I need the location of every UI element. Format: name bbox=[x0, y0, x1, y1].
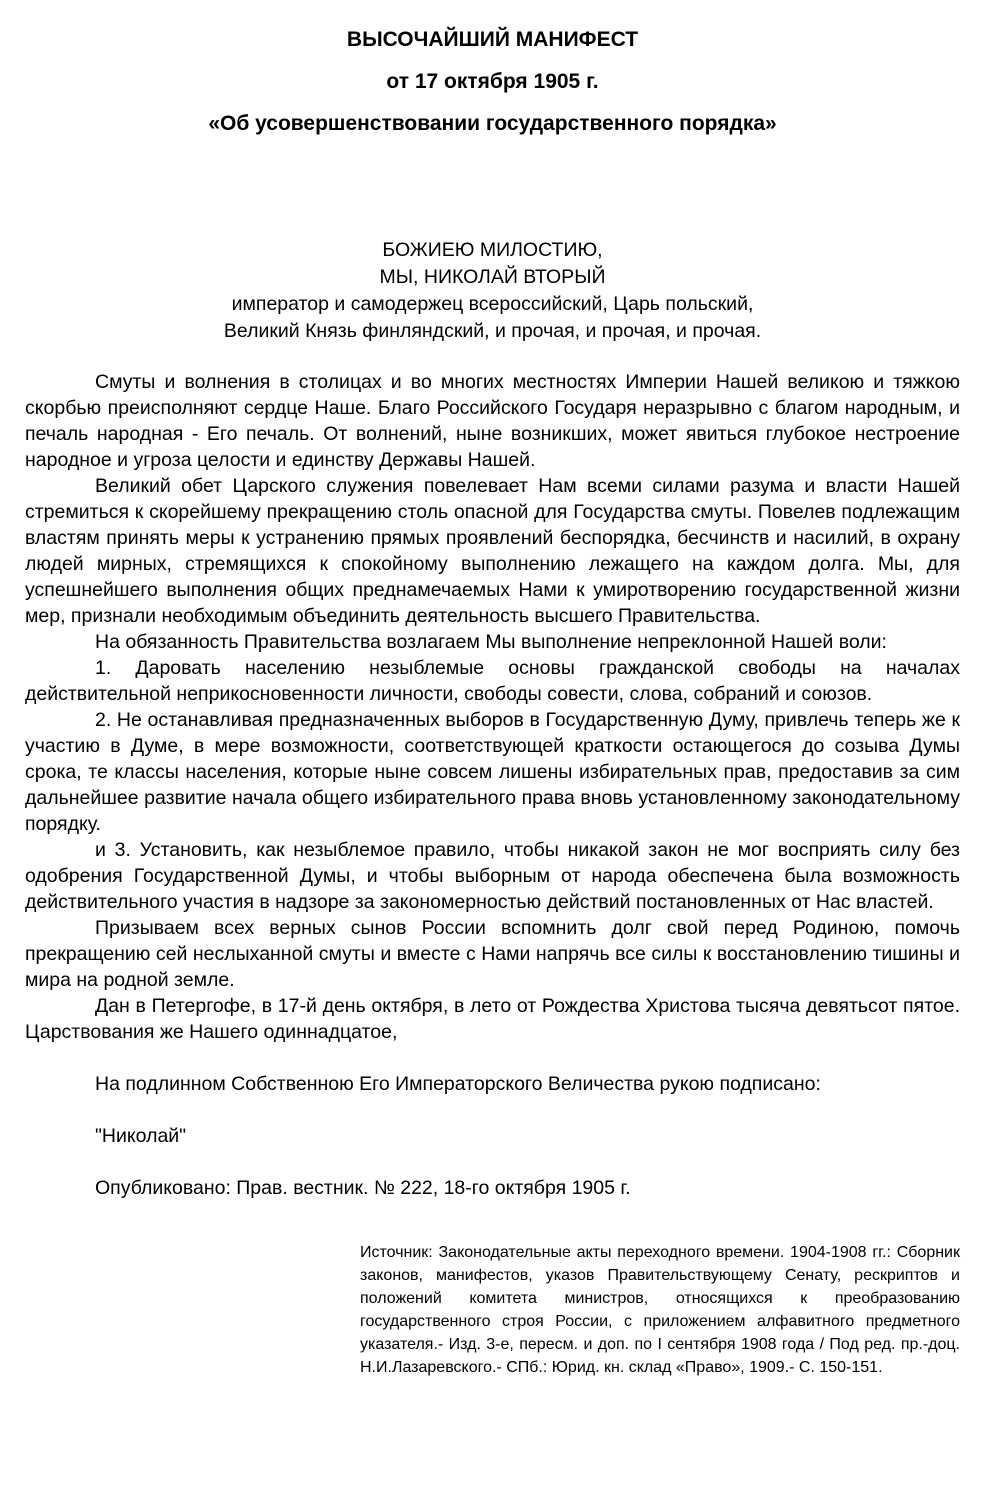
document-subtitle: «Об усовершенствовании государственного порядка» bbox=[208, 112, 777, 135]
royal-invocation bbox=[25, 237, 960, 345]
publication-note: Опубликовано: Прав. вестник. № 222, 18-го октября 1905 г. bbox=[95, 1177, 631, 1199]
document-body bbox=[25, 369, 960, 1045]
body-paragraph-dateline: Дан в Петергофе, в 17-й день октября, в лето от Рождества Христова тысяча девятьсот пятое. Царствования же Нашего одиннадцатое, bbox=[25, 995, 960, 1043]
body-paragraph-item-3: и 3. Установить, как незыблемое правило, чтобы никакой закон не мог восприять силу без одобрения Государственной Думы, и чтобы выборным от народа обеспечена была возможность действительного участия в надзоре за закономерностью действий постановленных от Нас властей. bbox=[25, 839, 960, 913]
document-header bbox=[25, 26, 960, 137]
invocation-line-4: Великий Князь финляндский, и прочая, и прочая, и прочая. bbox=[223, 320, 762, 342]
body-paragraph-item-1: 1. Даровать населению незыблемые основы гражданской свободы на началах действительной неприкосновенности личности, свободы совести, слова, собраний и союзов. bbox=[25, 657, 960, 705]
document-date: от 17 октября 1905 г. bbox=[386, 70, 599, 93]
body-paragraph-appeal: Призываем всех верных сынов России вспомнить долг свой перед Родиною, помочь прекращению сей неслыханной смуты и вместе с Нами напрячь все силы к восстановлению тишины и мира на родной земле. bbox=[25, 917, 960, 991]
body-paragraph-2: Великий обет Царского служения повелевает Нам всеми силами разума и власти Нашей стремиться к скорейшему прекращению столь опасной для Государства смуты. Повелев подлежащим властям принять меры к устранению прямых проявлений беспорядка, бесчинств и насилий, в охрану людей мирных, стремящихся к спокойному выполнению лежащего на каждом долга. Мы, для успешнейшего выполнения общих преднамечаемых Нами к умиротворению государственной жизни мер, признали необходимым объединить деятельность высшего Правительства. bbox=[25, 475, 960, 627]
signature-attestation: На подлинном Собственною Его Императорского Величества рукою подписано: bbox=[95, 1073, 821, 1095]
body-paragraph-3: На обязанность Правительства возлагаем Мы выполнение непреклонной Нашей воли: bbox=[95, 631, 887, 653]
signature-name: "Николай" bbox=[95, 1125, 187, 1147]
document-title: ВЫСОЧАЙШИЙ МАНИФЕСТ bbox=[346, 28, 639, 51]
source-citation: Источник: Законодательные акты переходного времени. 1904-1908 гг.: Сборник законов, манифестов, указов Правительствующему Сенату, рескриптов и положений комитета министров, относящихся к преобразованию государственного строя России, с приложением алфавитного предметного указателя.- Изд. 3-е, пересм. и доп. по I сентября 1908 года / Под ред. пр.-доц. Н.И.Лазаревского.- СПб.: Юрид. кн. склад «Право», 1909.- С. 150-151. bbox=[360, 1244, 960, 1376]
invocation-line-3: император и самодержец всероссийский, Царь польский, bbox=[231, 293, 754, 315]
invocation-line-2: МЫ, НИКОЛАЙ ВТОРЫЙ bbox=[379, 266, 606, 288]
signature-block bbox=[25, 1071, 960, 1201]
body-paragraph-1: Смуты и волнения в столицах и во многих местностях Империи Нашей великою и тяжкою скорбью преисполняют сердце Наше. Благо Российского Государя неразрывно с благом народным, и печаль народная - Его печаль. От волнений, ныне возникших, может явиться глубокое нестроение народное и угроза целости и единству Державы Нашей. bbox=[25, 371, 960, 471]
body-paragraph-item-2: 2. Не останавливая предназначенных выборов в Государственную Думу, привлечь теперь же к участию в Думе, в мере возможности, соответствующей краткости остающегося до созыва Думы срока, те классы населения, которые ныне совсем лишены избирательных прав, предоставив за сим дальнейшее развитие начала общего избирательного права вновь установленному законодательному порядку. bbox=[25, 709, 960, 835]
invocation-line-1: БОЖИЕЮ МИЛОСТИЮ, bbox=[382, 239, 603, 261]
